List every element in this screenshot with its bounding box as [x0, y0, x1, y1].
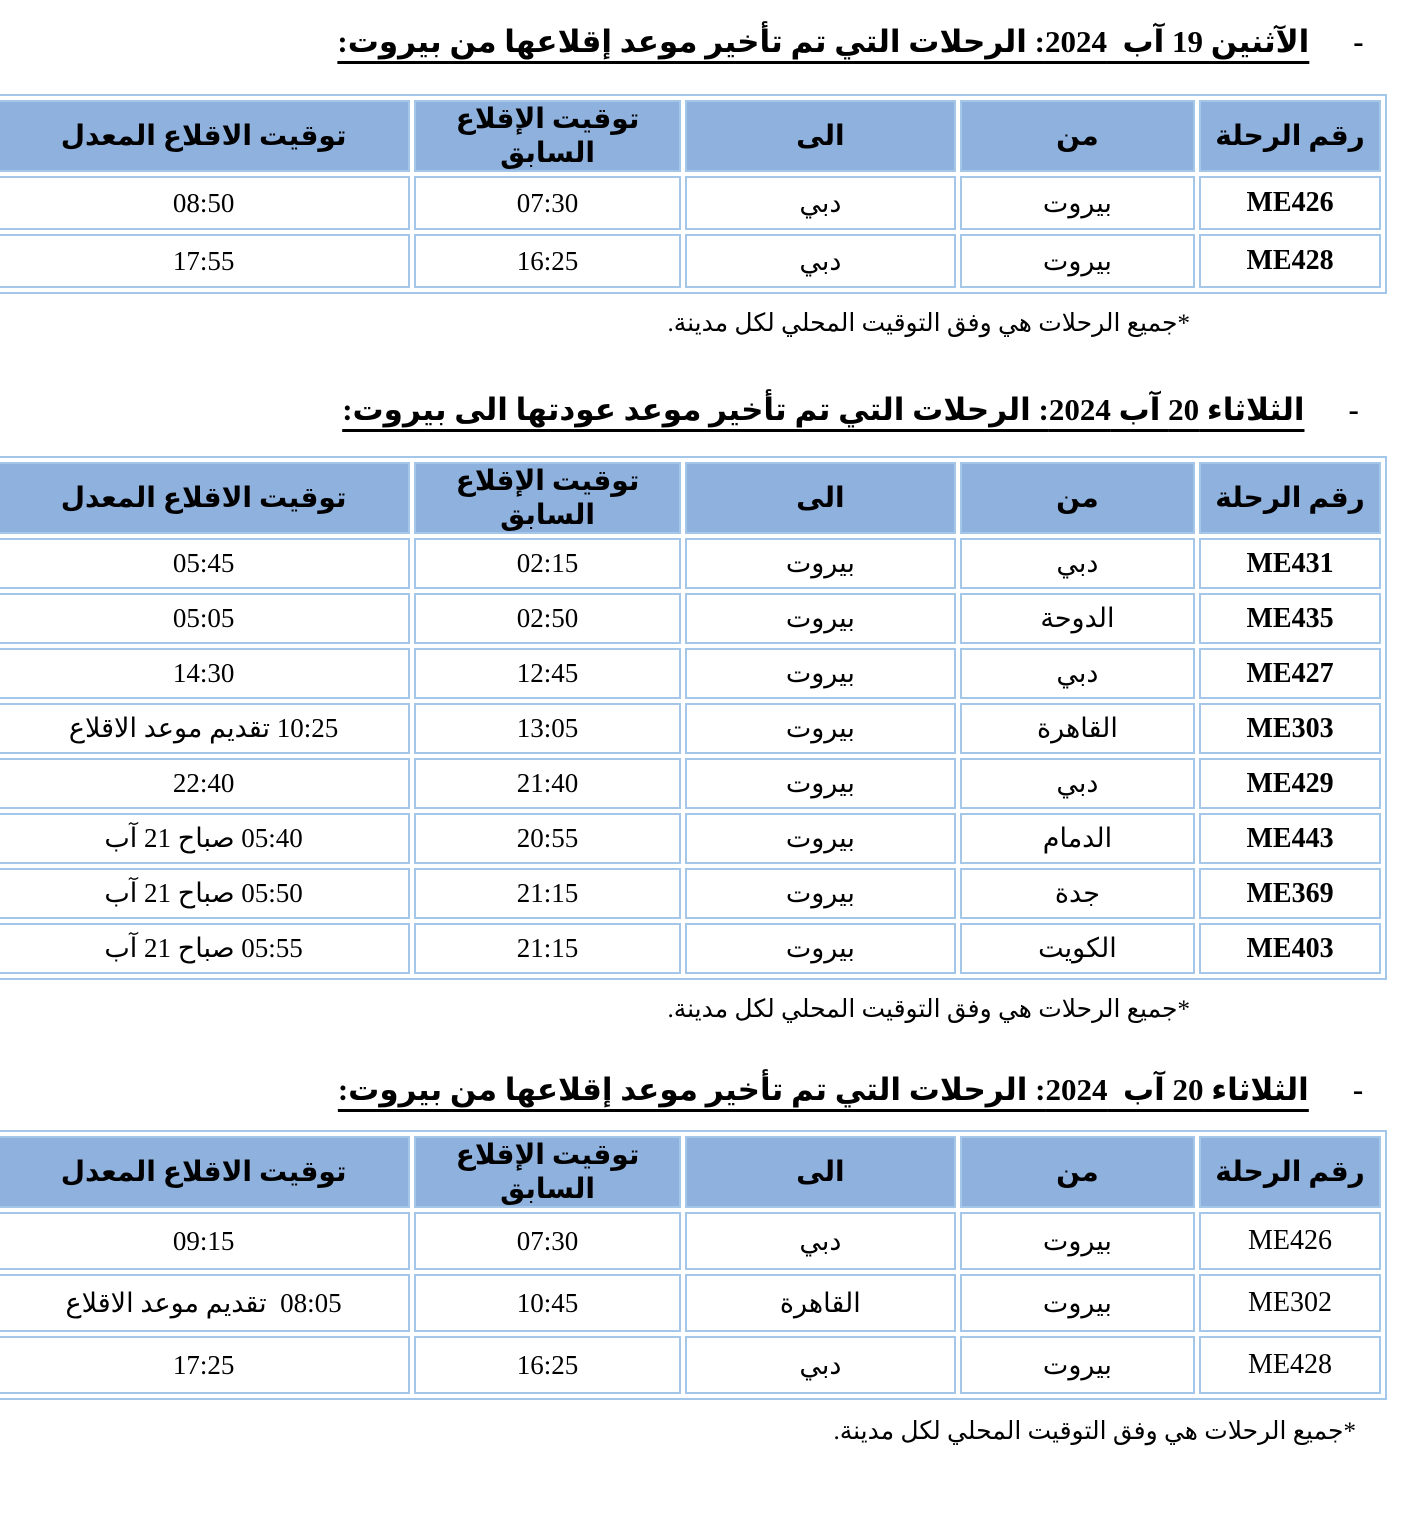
flight-number-cell: ME302: [1199, 1274, 1381, 1332]
local-time-note: *جميع الرحلات هي وفق التوقيت المحلي لكل مدينة.: [833, 1418, 1356, 1445]
flight-number-cell: ME426: [1199, 176, 1381, 230]
modified-departure-time-cell: 14:30: [0, 648, 410, 699]
flight-number-header: رقم الرحلة: [1199, 100, 1381, 172]
to-city-cell: دبي: [685, 234, 956, 288]
flights-table-tuesday-returns: [0, 456, 1387, 980]
modified-departure-time-header: توقيت الاقلاع المعدل: [0, 462, 410, 534]
flight-number-cell: ME431: [1199, 538, 1381, 589]
section-tuesday-20-delayed-departures: [0, 1072, 1401, 1446]
from-city-cell: الدوحة: [960, 593, 1195, 644]
flights-table-tuesday-departures: [0, 1130, 1387, 1400]
to-city-cell: دبي: [685, 176, 956, 230]
to-city-cell: بيروت: [685, 813, 956, 864]
to-city-cell: بيروت: [685, 703, 956, 754]
from-city-cell: الدمام: [960, 813, 1195, 864]
table-row: [0, 813, 1381, 864]
section-heading: [0, 1072, 1401, 1108]
modified-departure-time-header: توقيت الاقلاع المعدل: [0, 1136, 410, 1208]
local-time-note: *جميع الرحلات هي وفق التوقيت المحلي لكل مدينة.: [667, 996, 1190, 1023]
list-dash: -: [1348, 392, 1359, 427]
previous-departure-time-header: توقيت الإقلاع السابق: [414, 100, 681, 172]
header-row: [0, 1136, 1381, 1208]
from-city-cell: بيروت: [960, 234, 1195, 288]
to-city-cell: القاهرة: [685, 1274, 956, 1332]
table-body: [0, 538, 1381, 974]
flight-number-cell: ME369: [1199, 868, 1381, 919]
section-heading-text: الثلاثاء 20 آب 2024: الرحلات التي تم تأخير موعد عودتها الى بيروت:: [342, 392, 1305, 427]
previous-departure-time-header: توقيت الإقلاع السابق: [414, 1136, 681, 1208]
table-body: [0, 1212, 1381, 1394]
modified-departure-time-cell: 10:25 تقديم موعد الاقلاع: [0, 703, 410, 754]
modified-departure-time-cell: 05:55 صباح 21 آب: [0, 923, 410, 974]
flight-number-cell: ME428: [1199, 1336, 1381, 1394]
flight-number-cell: ME429: [1199, 758, 1381, 809]
section-heading: [0, 24, 1401, 60]
from-city-cell: دبي: [960, 648, 1195, 699]
from-city-cell: بيروت: [960, 1274, 1195, 1332]
flight-number-cell: ME426: [1199, 1212, 1381, 1270]
modified-departure-time-cell: 05:45: [0, 538, 410, 589]
flights-table-monday-departures: [0, 94, 1387, 294]
section-heading-text: الآثنين 19 آب 2024: الرحلات التي تم تأخير موعد إقلاعها من بيروت:: [337, 24, 1310, 59]
section-tuesday-20-delayed-returns: [0, 392, 1401, 1024]
modified-departure-time-cell: 17:25: [0, 1336, 410, 1394]
section-heading-text: الثلاثاء 20 آب 2024: الرحلات التي تم تأخير موعد إقلاعها من بيروت:: [337, 1072, 1309, 1107]
modified-departure-time-cell: 09:15: [0, 1212, 410, 1270]
previous-departure-time-header: توقيت الإقلاع السابق: [414, 462, 681, 534]
previous-departure-time-cell: 07:30: [414, 1212, 681, 1270]
flight-number-header: رقم الرحلة: [1199, 462, 1381, 534]
to-city-cell: دبي: [685, 1336, 956, 1394]
header-row: [0, 462, 1381, 534]
list-dash: -: [1353, 24, 1364, 59]
table-header: [0, 100, 1381, 172]
to-city-header: الى: [685, 462, 956, 534]
table-row: [0, 648, 1381, 699]
flight-number-cell: ME403: [1199, 923, 1381, 974]
to-city-cell: بيروت: [685, 758, 956, 809]
flight-number-header: رقم الرحلة: [1199, 1136, 1381, 1208]
table-row: [0, 593, 1381, 644]
modified-departure-time-header: توقيت الاقلاع المعدل: [0, 100, 410, 172]
flight-number-cell: ME428: [1199, 234, 1381, 288]
to-city-cell: بيروت: [685, 868, 956, 919]
to-city-cell: بيروت: [685, 538, 956, 589]
table-row: [0, 1212, 1381, 1270]
table-row: [0, 758, 1381, 809]
table-row: [0, 868, 1381, 919]
previous-departure-time-cell: 12:45: [414, 648, 681, 699]
modified-departure-time-cell: 05:50 صباح 21 آب: [0, 868, 410, 919]
flight-number-cell: ME303: [1199, 703, 1381, 754]
previous-departure-time-cell: 21:15: [414, 868, 681, 919]
from-city-header: من: [960, 462, 1195, 534]
previous-departure-time-cell: 16:25: [414, 234, 681, 288]
table-row: [0, 703, 1381, 754]
previous-departure-time-cell: 02:50: [414, 593, 681, 644]
table-row: [0, 176, 1381, 230]
modified-departure-time-cell: 08:50: [0, 176, 410, 230]
previous-departure-time-cell: 10:45: [414, 1274, 681, 1332]
modified-departure-time-cell: 17:55: [0, 234, 410, 288]
to-city-cell: بيروت: [685, 593, 956, 644]
table-row: [0, 1336, 1381, 1394]
table-row: [0, 923, 1381, 974]
flight-number-cell: ME427: [1199, 648, 1381, 699]
from-city-cell: دبي: [960, 758, 1195, 809]
table-header: [0, 462, 1381, 534]
previous-departure-time-cell: 16:25: [414, 1336, 681, 1394]
modified-departure-time-cell: 22:40: [0, 758, 410, 809]
previous-departure-time-cell: 02:15: [414, 538, 681, 589]
to-city-cell: دبي: [685, 1212, 956, 1270]
local-time-note: *جميع الرحلات هي وفق التوقيت المحلي لكل مدينة.: [667, 310, 1190, 337]
table-row: [0, 538, 1381, 589]
table-row: [0, 234, 1381, 288]
section-heading: [0, 392, 1401, 428]
from-city-cell: القاهرة: [960, 703, 1195, 754]
previous-departure-time-cell: 13:05: [414, 703, 681, 754]
flight-number-cell: ME443: [1199, 813, 1381, 864]
to-city-header: الى: [685, 100, 956, 172]
previous-departure-time-cell: 21:40: [414, 758, 681, 809]
to-city-cell: بيروت: [685, 923, 956, 974]
to-city-cell: بيروت: [685, 648, 956, 699]
table-row: [0, 1274, 1381, 1332]
table-header: [0, 1136, 1381, 1208]
previous-departure-time-cell: 21:15: [414, 923, 681, 974]
to-city-header: الى: [685, 1136, 956, 1208]
from-city-header: من: [960, 1136, 1195, 1208]
from-city-cell: بيروت: [960, 1336, 1195, 1394]
header-row: [0, 100, 1381, 172]
section-monday-19-delayed-departures: [0, 24, 1401, 338]
from-city-cell: جدة: [960, 868, 1195, 919]
previous-departure-time-cell: 20:55: [414, 813, 681, 864]
from-city-header: من: [960, 100, 1195, 172]
flight-number-cell: ME435: [1199, 593, 1381, 644]
from-city-cell: الكويت: [960, 923, 1195, 974]
previous-departure-time-cell: 07:30: [414, 176, 681, 230]
modified-departure-time-cell: 05:40 صباح 21 آب: [0, 813, 410, 864]
from-city-cell: دبي: [960, 538, 1195, 589]
modified-departure-time-cell: 08:05 تقديم موعد الاقلاع: [0, 1274, 410, 1332]
from-city-cell: بيروت: [960, 176, 1195, 230]
from-city-cell: بيروت: [960, 1212, 1195, 1270]
list-dash: -: [1352, 1072, 1364, 1107]
table-body: [0, 176, 1381, 288]
modified-departure-time-cell: 05:05: [0, 593, 410, 644]
